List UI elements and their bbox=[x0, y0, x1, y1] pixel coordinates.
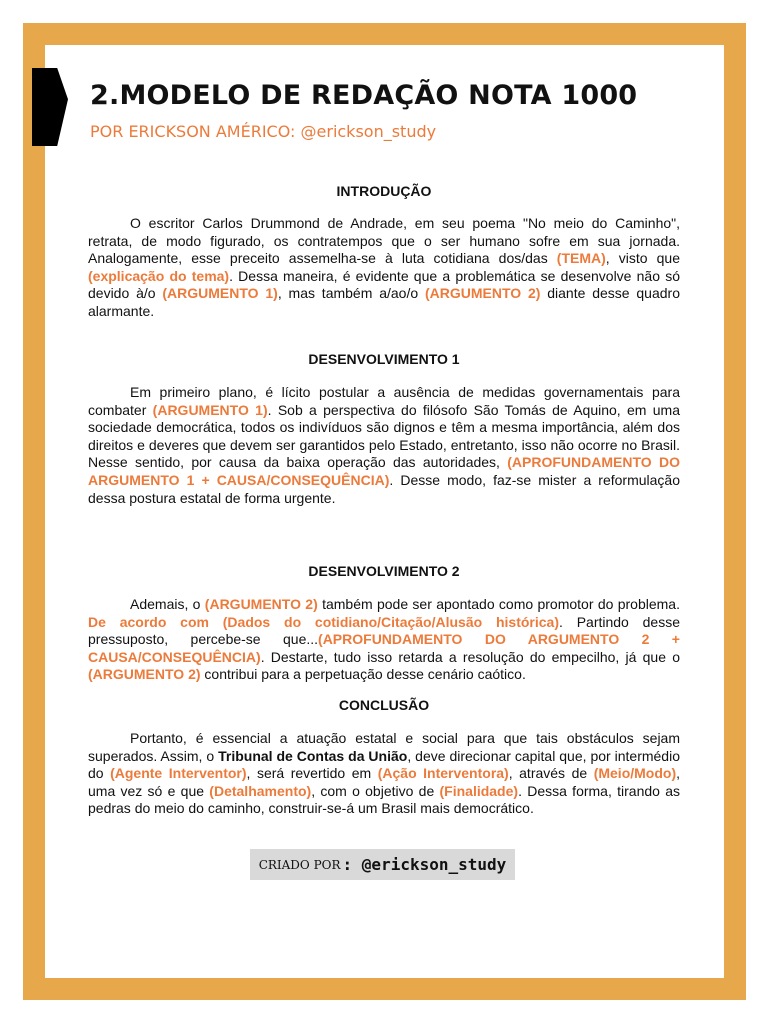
conclusion-text-4: , através de bbox=[508, 765, 594, 782]
intro-text-1: O escritor Carlos Drummond de Andrade, em seu poema "No meio do Caminho", retrata, de modo figurado, os contratempos que o ser humano sofre em sua jornada. Analogamente, esse preceito assemelha-se à luta cotidiana dos/das bbox=[88, 215, 680, 267]
intro-text-3: . Dessa maneira, é evidente que a problemática se desenvolve não só devido à/o bbox=[88, 267, 680, 302]
conclusion-text-7: . Dessa forma, tirando as pedras do meio do caminho, construir-se-á um Brasil mais democrático. bbox=[88, 782, 680, 817]
dev2-text-4: . Destarte, tudo isso retarda a resolução do empecilho, já que o bbox=[260, 648, 680, 665]
intro-highlight-arg2: (ARGUMENTO 2) bbox=[424, 285, 541, 302]
conclusion-text-1: Portanto, é essencial a atuação estatal e social para que tais obstáculos sejam superados. Assim, o bbox=[88, 730, 680, 764]
footer-credit bbox=[250, 849, 515, 880]
conclusion-text-2: , deve direcionar capital que, por intermédio do bbox=[88, 747, 680, 782]
conclusion-text-3: , será revertido em bbox=[246, 765, 378, 782]
dev1-text-2: . Sob a perspectiva do filósofo São Tomás de Aquino, em uma sociedade democrática, todos os indivíduos são dignos e têm a mesma importância, além dos direitos e deveres que devem ser garantidos pelo Estado, entretanto, isso não ocorre no Brasil. Nesse sentido, por causa da baixa operação das autoridades, bbox=[88, 401, 680, 471]
dev2-highlight-aprofundamento: (APROFUNDAMENTO DO ARGUMENTO 2 + CAUSA/CONSEQUÊNCIA) bbox=[88, 631, 680, 665]
page-subtitle: POR ERICKSON AMÉRICO: @erickson_study bbox=[90, 122, 437, 141]
intro-heading: INTRODUÇÃO bbox=[336, 183, 432, 199]
conclusion-highlight-acao: (Ação Interventora) bbox=[377, 765, 509, 782]
dev2-heading: DESENVOLVIMENTO 2 bbox=[308, 563, 460, 579]
intro-highlight-tema: (TEMA) bbox=[556, 250, 606, 267]
conclusion-highlight-finalidade: (Finalidade) bbox=[439, 782, 519, 799]
dev2-paragraph bbox=[88, 596, 680, 684]
conclusion-highlight-agente: (Agente Interventor) bbox=[110, 765, 247, 782]
dev2-highlight-dados: De acordo com (Dados do cotidiano/Citação/Alusão histórica) bbox=[88, 613, 559, 630]
conclusion-highlight-detalhamento: (Detalhamento) bbox=[209, 782, 312, 799]
dev1-text-3: . Desse modo, faz-se mister a reformulação dessa postura estatal de forma urgente. bbox=[88, 471, 681, 506]
conclusion-text-6: , com o objetivo de bbox=[311, 782, 440, 799]
dev1-heading: DESENVOLVIMENTO 1 bbox=[308, 351, 460, 367]
intro-highlight-explicacao: (explicação do tema) bbox=[88, 267, 230, 284]
intro-text-2: , visto que bbox=[605, 250, 680, 267]
conclusion-paragraph bbox=[88, 730, 680, 818]
page-title: 2.MODELO DE REDAÇÃO NOTA 1000 bbox=[90, 80, 638, 111]
dev1-highlight-aprofundamento: (APROFUNDAMENTO DO ARGUMENTO 1 + CAUSA/CONSEQUÊNCIA) bbox=[88, 454, 680, 488]
dev2-text-5: contribui para a perpetuação desse cenário caótico. bbox=[200, 666, 526, 683]
footer-prefix: CRIADO POR bbox=[258, 857, 341, 872]
conclusion-highlight-meio: (Meio/Modo) bbox=[593, 765, 677, 782]
intro-text-5: diante desse quadro alarmante. bbox=[88, 285, 680, 319]
conclusion-heading: CONCLUSÃO bbox=[338, 697, 430, 713]
intro-text-4: , mas também a/ao/o bbox=[277, 285, 425, 302]
intro-highlight-arg1: (ARGUMENTO 1) bbox=[162, 285, 278, 302]
intro-paragraph bbox=[88, 215, 680, 321]
conclusion-bold-tribunal: Tribunal de Contas da União bbox=[218, 747, 408, 764]
dev1-paragraph bbox=[88, 384, 680, 507]
dev1-text-1: Em primeiro plano, é lícito postular a ausência de medidas governamentais para combater bbox=[88, 384, 680, 418]
dev2-highlight-arg2-again: (ARGUMENTO 2) bbox=[88, 666, 201, 683]
dev2-highlight-arg2: (ARGUMENTO 2) bbox=[204, 596, 318, 612]
dev2-text-3: . Partindo desse pressuposto, percebe-se que... bbox=[88, 613, 680, 648]
dev2-text-1: Ademais, o bbox=[130, 596, 205, 612]
dev2-text-2: também pode ser apontado como promotor do problema. bbox=[317, 596, 680, 612]
footer-handle: : @erickson_study bbox=[342, 855, 507, 874]
dev1-highlight-arg1: (ARGUMENTO 1) bbox=[152, 401, 268, 418]
conclusion-text-5: , uma vez só e que bbox=[88, 765, 680, 799]
